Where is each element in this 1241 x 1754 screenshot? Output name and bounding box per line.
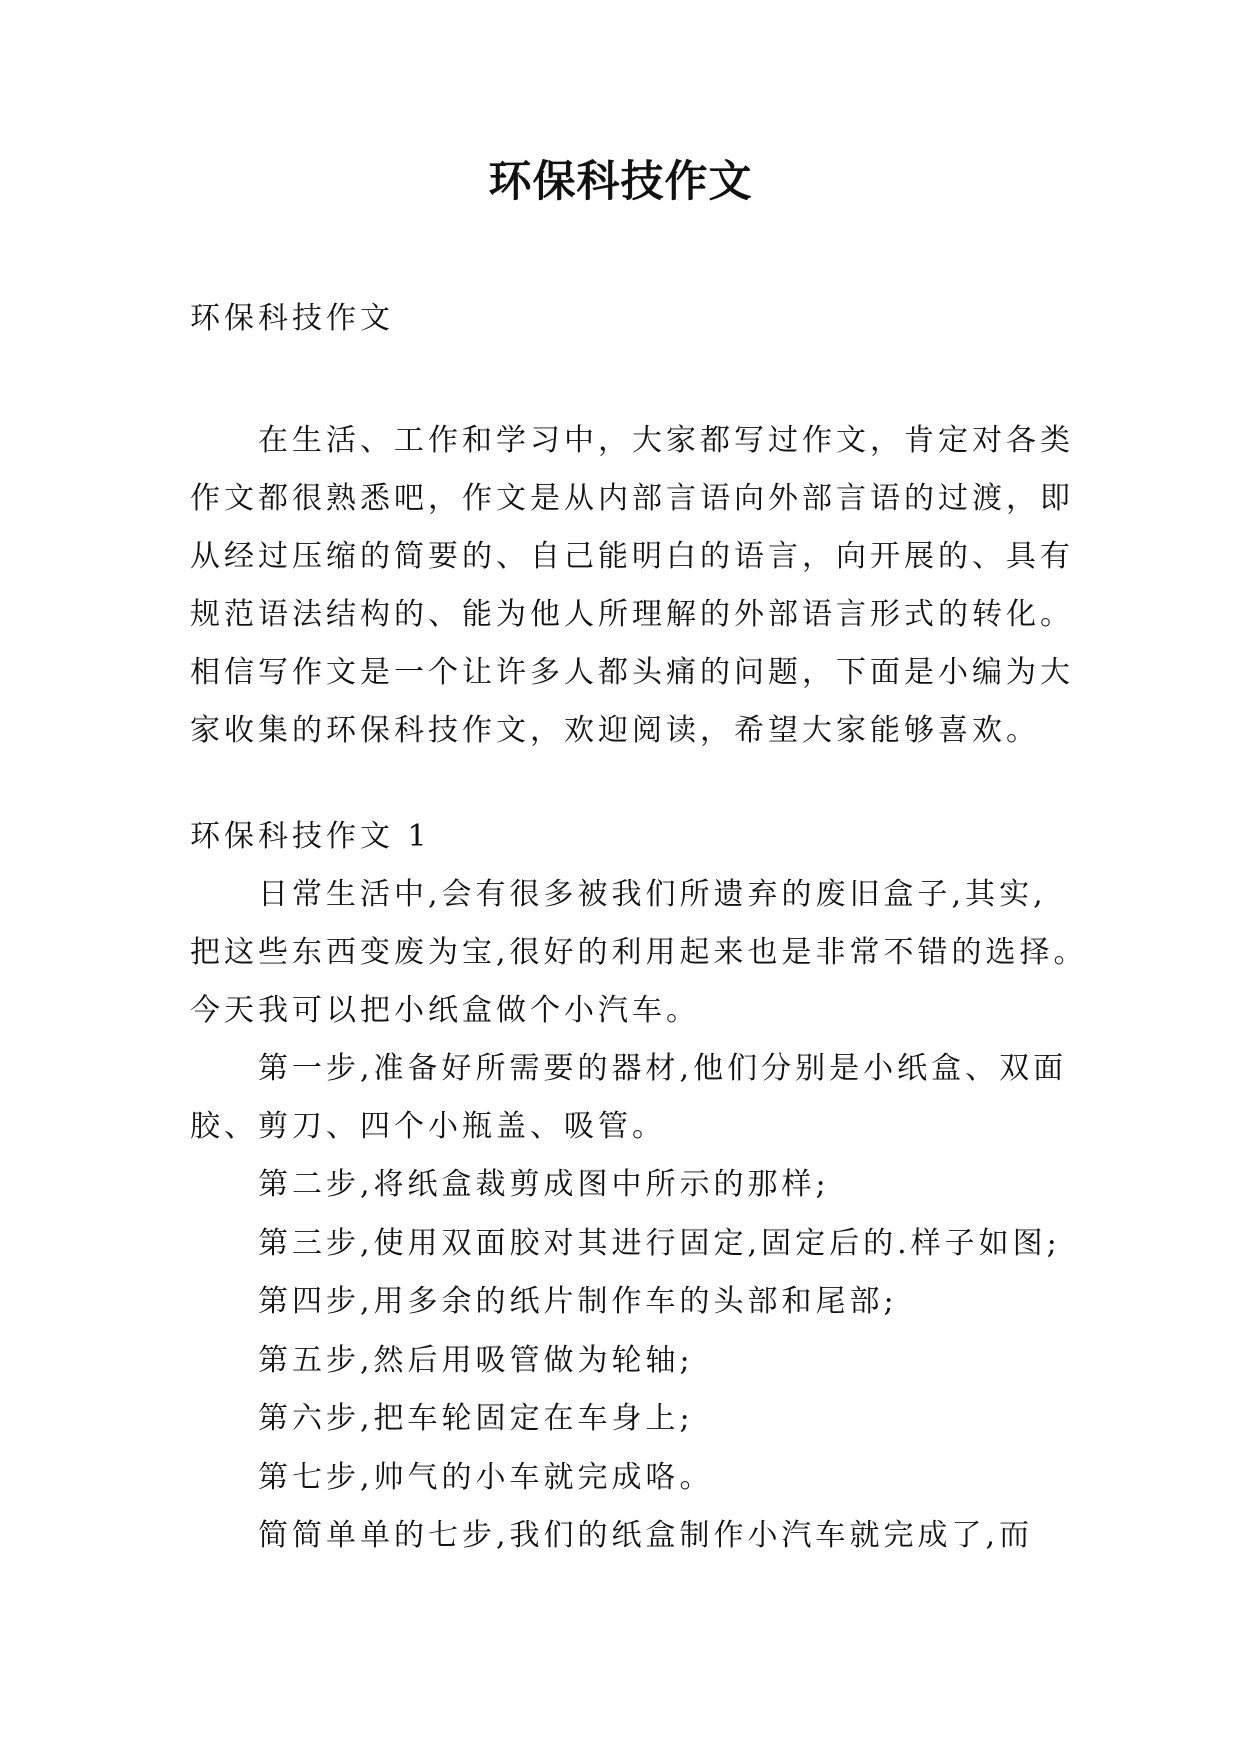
intro-paragraph [190,412,1074,760]
section-heading: 环保科技作文 1 [190,819,431,854]
step-line: 简简单单的七步,我们的纸盒制作小汽车就完成了,而 [258,1518,1034,1553]
step-line: 第七步,帅气的小车就完成咯。 [258,1459,714,1495]
paragraph-line: 在生活、工作和学习中，大家都写过作文，肯定对各类 [258,423,1074,458]
step-line: 第四步,用多余的纸片制作车的头部和尾部; [258,1284,898,1319]
paragraph-line: 第一步,准备好所需要的器材,他们分别是小纸盒、双面 [258,1051,1068,1086]
spacer [190,760,1050,808]
step-line: 第三步,使用双面胶对其进行固定,固定后的.样子如图; [258,1225,1061,1261]
step-line: 第五步,然后用吸管做为轮轴; [258,1342,694,1378]
paragraph-line: 相信写作文是一个让许多人都头痛的问题，下面是小编为大 [190,655,1074,690]
step-line: 第六步,把车轮固定在车身上; [258,1401,694,1436]
paragraph-line: 今天我可以把小纸盒做个小汽车。 [190,993,700,1028]
paragraph-line: 家收集的环保科技作文，欢迎阅读，希望大家能够喜欢。 [190,713,1040,748]
document-body [190,290,1088,1566]
step-line: 第二步,将纸盒裁剪成图中所示的那样; [258,1167,830,1202]
paragraph-line: 规范语法结构的、能为他人所理解的外部语言形式的转化。 [190,597,1074,632]
paragraph-line: 作文都很熟悉吧，作文是从内部言语向外部言语的过渡，即 [190,481,1074,516]
paragraph-line: 胶、剪刀、四个小瓶盖、吸管。 [190,1109,666,1144]
paragraph-line: 把这些东西变废为宝,很好的利用起来也是非常不错的选择。 [190,935,1088,970]
paragraph-line: 从经过压缩的简要的、自己能明白的语言，向开展的、具有 [190,539,1074,574]
step-1-paragraph [190,1040,1068,1156]
document-title: 环保科技作文 [488,157,753,207]
paragraph-line: 日常生活中,会有很多被我们所遗弃的废旧盒子,其实, [258,877,1047,912]
paragraph-1 [190,866,1088,1040]
spacer [190,348,1050,412]
subtitle: 环保科技作文 [190,301,394,336]
steps-list [190,1156,1061,1566]
